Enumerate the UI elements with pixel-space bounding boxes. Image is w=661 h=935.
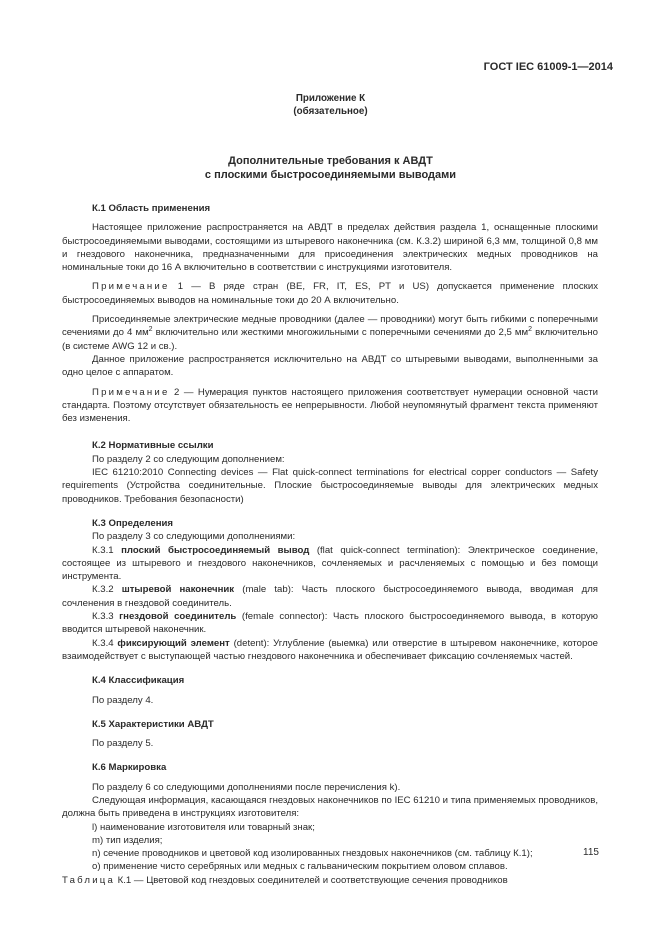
superscript: 2 xyxy=(528,326,533,334)
table-caption-text: К.1 — Цветовой код гнездовых соединителей и соответствующие сечения проводников xyxy=(115,874,508,886)
definition-text: (detent): Углубление (выемка) или отверстие в штыревом наконечнике, которое взаимодействует с выступающей частью гнездового наконечника и обеспечивает фиксацию сочленяемых частей. xyxy=(62,637,599,662)
table-caption xyxy=(62,874,598,887)
note-label: Примечание xyxy=(92,386,170,398)
text-run: Присоединяемые электрические медные проводники (далее — проводники) могут быть гибкими с поперечными сечениями до 4 мм xyxy=(62,314,598,339)
definition-term: фиксирующий элемент xyxy=(117,637,230,649)
annex-status: (обязательное) xyxy=(293,106,368,117)
definition-k3-1 xyxy=(62,544,598,584)
paragraph-k1-3: Данное приложение распространяется исключительно на АВДТ со штыревыми выводами, выполненными за одно целое с аппаратом. xyxy=(62,353,598,379)
paragraph-k1-2 xyxy=(62,313,598,353)
list-item: o) применение чисто серебряных или медных с гальваническим покрытием оловом сплавов. xyxy=(92,861,508,873)
superscript: 2 xyxy=(148,326,153,334)
paragraph-k2-1: По разделу 2 со следующим дополнением: xyxy=(92,453,285,465)
paragraph-k6-2: Следующая информация, касающаяся гнездовых наконечников по IEC 61210 и типа применяемых проводников, должна быть приведена в инструкциях изготовителя: xyxy=(62,794,598,820)
section-heading-k4: К.4 Классификация xyxy=(92,675,185,687)
paragraph-k3-1: По разделу 3 со следующими дополнениями: xyxy=(92,531,296,543)
definition-k3-3 xyxy=(62,610,598,637)
list-item: n) сечение проводников и цветовой код изолированных гнездовых наконечников (см. таблицу К.1); xyxy=(92,848,533,860)
title-line-1: Дополнительные требования к АВДТ xyxy=(228,155,433,167)
annex-title: Приложение К xyxy=(295,93,366,104)
definition-number: К.3.4 xyxy=(92,637,118,649)
definition-number: К.3.1 xyxy=(92,544,122,556)
note-2 xyxy=(62,386,598,426)
definition-text: (female connector): Часть плоского быстросоединяемого вывода, в которую вводится штыревой наконечник. xyxy=(62,611,598,636)
definition-text: (flat quick-connect termination): Электрическое соединение, состоящее из штыревого и гнездового наконечников, сочленяемых и расчленяемых с помощью и без помощи инструмента. xyxy=(62,544,598,583)
title-line-2: с плоскими быстросоединяемыми выводами xyxy=(204,169,457,181)
definition-number: К.3.3 xyxy=(92,611,120,623)
document-title xyxy=(0,154,661,182)
definition-term: плоский быстросоединяемый вывод xyxy=(121,544,310,556)
note-1 xyxy=(62,280,598,307)
page-number: 115 xyxy=(583,847,599,858)
definition-number: К.3.2 xyxy=(92,584,122,596)
paragraph-k4-1: По разделу 4. xyxy=(92,694,154,706)
note-text: 2 — Нумерация пунктов настоящего приложения соответствует нумерации основной части стандарта. Поэтому отсутствует обязательность ее непрерывности. Любой неупомянутый фрагмент текста применяют без изменения. xyxy=(62,386,598,425)
annex-heading xyxy=(0,92,661,118)
paragraph-k6-1: По разделу 6 со следующими дополнениями после перечисления k). xyxy=(92,781,401,793)
paragraph-k1-1: Настоящее приложение распространяется на АВДТ в пределах действия раздела 1, оснащенные плоскими быстросоединяемыми выводами, состоящими из штыревого наконечника (см. К.3.2) шириной 6,3 мм, толщиной 0,8 мм и гнездового наконечника, предназначенными для присоединения электрических медных проводников на номинальные токи до 16 А включительно в соответствии с инструкциями изготовителя. xyxy=(62,222,598,274)
section-heading-k6: К.6 Маркировка xyxy=(92,762,167,774)
text-run: включительно или жесткими многожильными с поперечными сечениями до 2,5 мм xyxy=(152,327,529,339)
note-text: 1 — В ряде стран (BE, FR, IT, ES, PT и US) допускается применение плоских быстросоединяемых выводов на номинальные токи до 20 А включительно. xyxy=(62,281,598,306)
list-item: m) тип изделия; xyxy=(92,834,163,846)
section-heading-k1: К.1 Область применения xyxy=(92,203,211,214)
definition-term: штыревой наконечник xyxy=(121,584,235,596)
section-heading-k2: К.2 Нормативные ссылки xyxy=(92,440,214,452)
text-run: включительно (в системе AWG 12 и св.). xyxy=(62,327,598,352)
section-heading-k3: К.3 Определения xyxy=(92,517,173,529)
list-item: l) наименование изготовителя или товарный знак; xyxy=(92,821,315,833)
note-label: Примечание xyxy=(92,281,170,293)
definition-term: гнездовой соединитель xyxy=(119,611,237,623)
definition-k3-4 xyxy=(62,637,598,664)
paragraph-k5-1: По разделу 5. xyxy=(92,738,154,750)
standard-header: ГОСТ IEC 61009-1—2014 xyxy=(483,61,613,73)
definition-k3-2 xyxy=(62,583,598,610)
document-body xyxy=(62,202,598,887)
definition-text: (male tab): Часть плоского быстросоединяемого вывода, вводимая для сочленения в гнездовой соединитель. xyxy=(62,584,598,609)
section-heading-k5: К.5 Характеристики АВДТ xyxy=(92,718,214,730)
paragraph-k2-2: IEC 61210:2010 Connecting devices — Flat quick-connect terminations for electrical copper conductors — Safety requirements (Устройства соединительные. Плоские быстросоединяемые выводы для электрических медных проводников. Требования безопасности) xyxy=(62,467,598,505)
table-label: Таблица xyxy=(62,874,116,886)
